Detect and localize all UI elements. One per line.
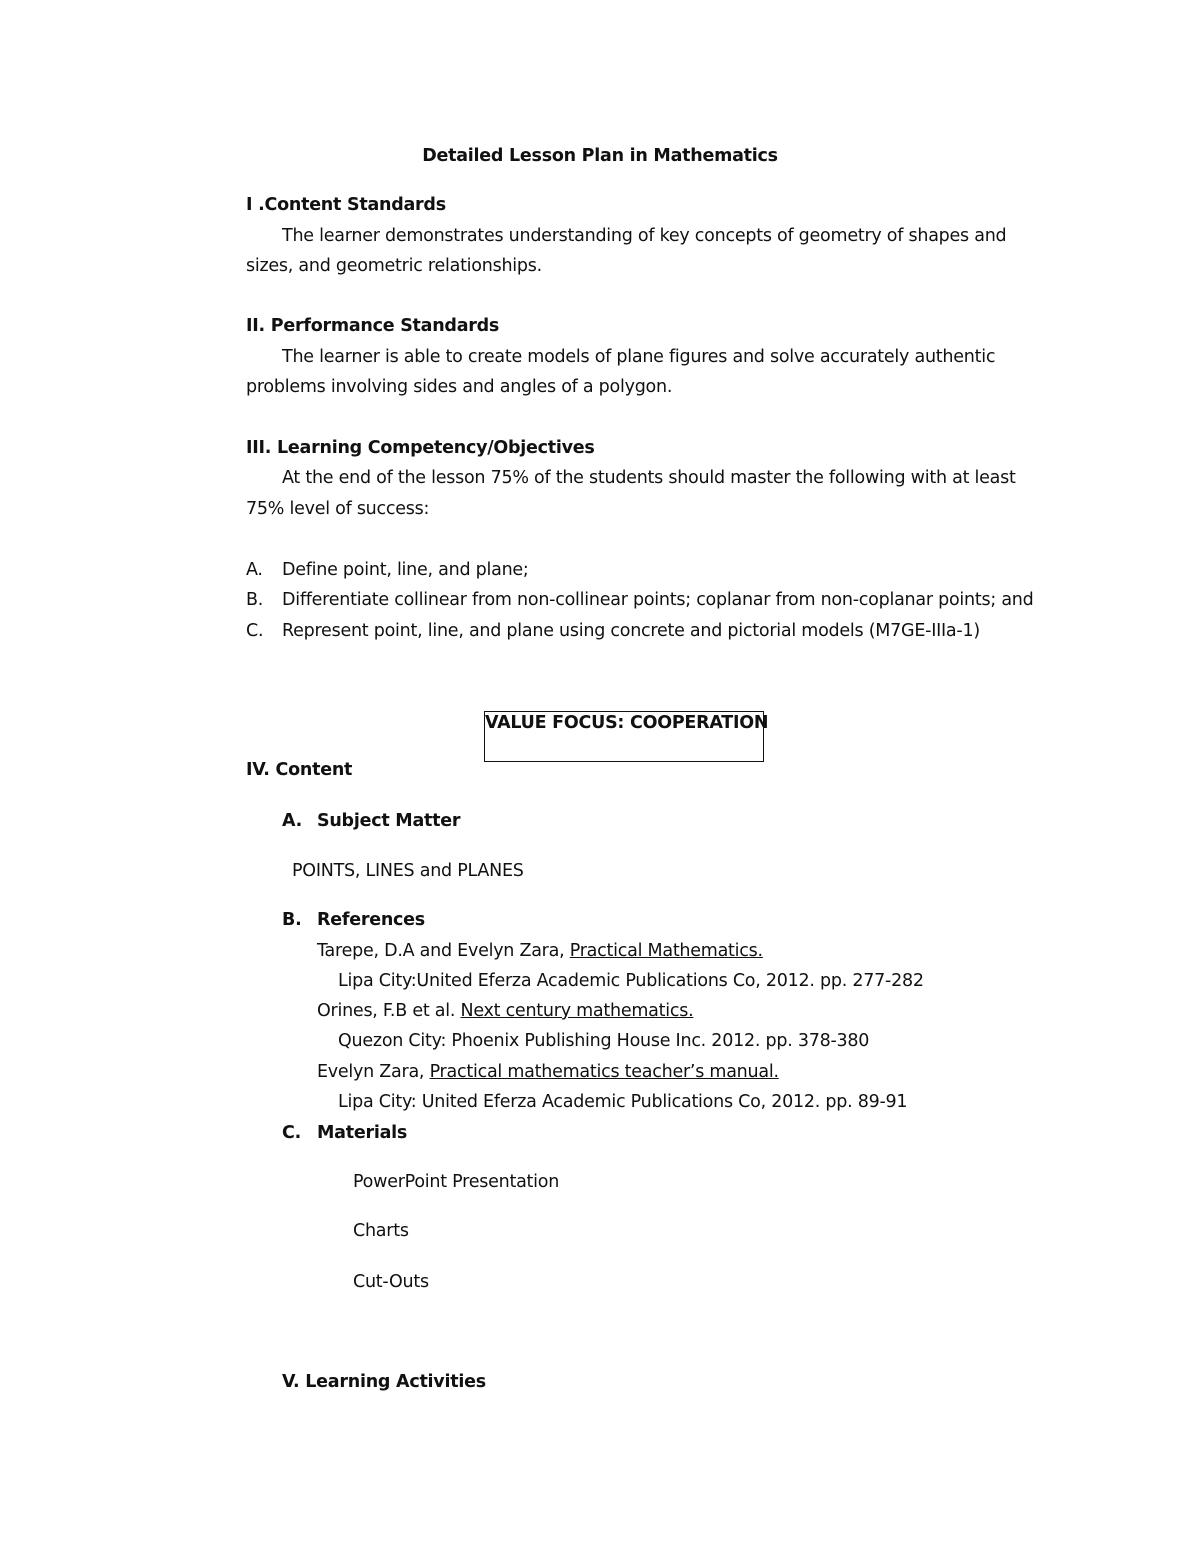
objective-marker: B. [246,590,264,610]
content-heading: IV. Content [246,760,353,780]
performance-standards-text-line1: The learner is able to create models of plane figures and solve accurately authentic [282,347,996,367]
reference-author: Orines, F.B et al. [317,1001,461,1021]
references-marker: B. [282,910,302,930]
reference-detail: Quezon City: Phoenix Publishing House Inc. 2012. pp. 378-380 [338,1031,870,1051]
objective-item: Define point, line, and plane; [282,560,529,580]
references-heading: References [317,910,425,930]
learning-competency-text-line1: At the end of the lesson 75% of the students should master the following with at least [282,468,1016,488]
reference-detail: Lipa City:United Eferza Academic Publications Co, 2012. pp. 277-282 [338,971,924,991]
content-standards-text-line1: The learner demonstrates understanding of key concepts of geometry of shapes and [282,226,1007,246]
learning-competency-text-line2: 75% level of success: [246,499,430,519]
performance-standards-heading: II. Performance Standards [246,316,500,336]
objective-item: Represent point, line, and plane using concrete and pictorial models (M7GE-IIIa-1) [282,621,980,641]
reference-title: Next century mathematics. [460,1001,694,1021]
reference-author: Evelyn Zara, [317,1062,430,1082]
material-item: Cut-Outs [353,1272,429,1292]
objective-marker: A. [246,560,263,580]
subject-matter-heading: Subject Matter [317,811,461,831]
objective-item: Differentiate collinear from non-collinear points; coplanar from non-coplanar points; and [282,590,1034,610]
performance-standards-text-line2: problems involving sides and angles of a polygon. [246,377,673,397]
content-standards-heading: I .Content Standards [246,195,446,215]
learning-competency-heading: III. Learning Competency/Objectives [246,438,595,458]
materials-heading: Materials [317,1123,408,1143]
content-standards-text-line2: sizes, and geometric relationships. [246,256,542,276]
reference-citation [317,940,763,962]
materials-marker: C. [282,1123,301,1143]
reference-title: Practical mathematics teacher’s manual. [429,1062,779,1082]
reference-citation [317,1061,779,1083]
reference-author: Tarepe, D.A and Evelyn Zara, [317,941,570,961]
subject-matter-value: POINTS, LINES and PLANES [292,861,524,881]
material-item: Charts [353,1221,409,1241]
value-focus-box [484,711,769,762]
material-item: PowerPoint Presentation [353,1172,560,1192]
reference-detail: Lipa City: United Eferza Academic Publications Co, 2012. pp. 89-91 [338,1092,908,1112]
learning-activities-heading: V. Learning Activities [282,1372,486,1392]
value-focus-label: VALUE FOCUS: COOPERATION [485,713,769,733]
reference-title: Practical Mathematics. [569,941,763,961]
reference-citation [317,1000,693,1022]
objective-marker: C. [246,621,264,641]
document-title: Detailed Lesson Plan in Mathematics [422,146,778,166]
subject-matter-marker: A. [282,811,303,831]
